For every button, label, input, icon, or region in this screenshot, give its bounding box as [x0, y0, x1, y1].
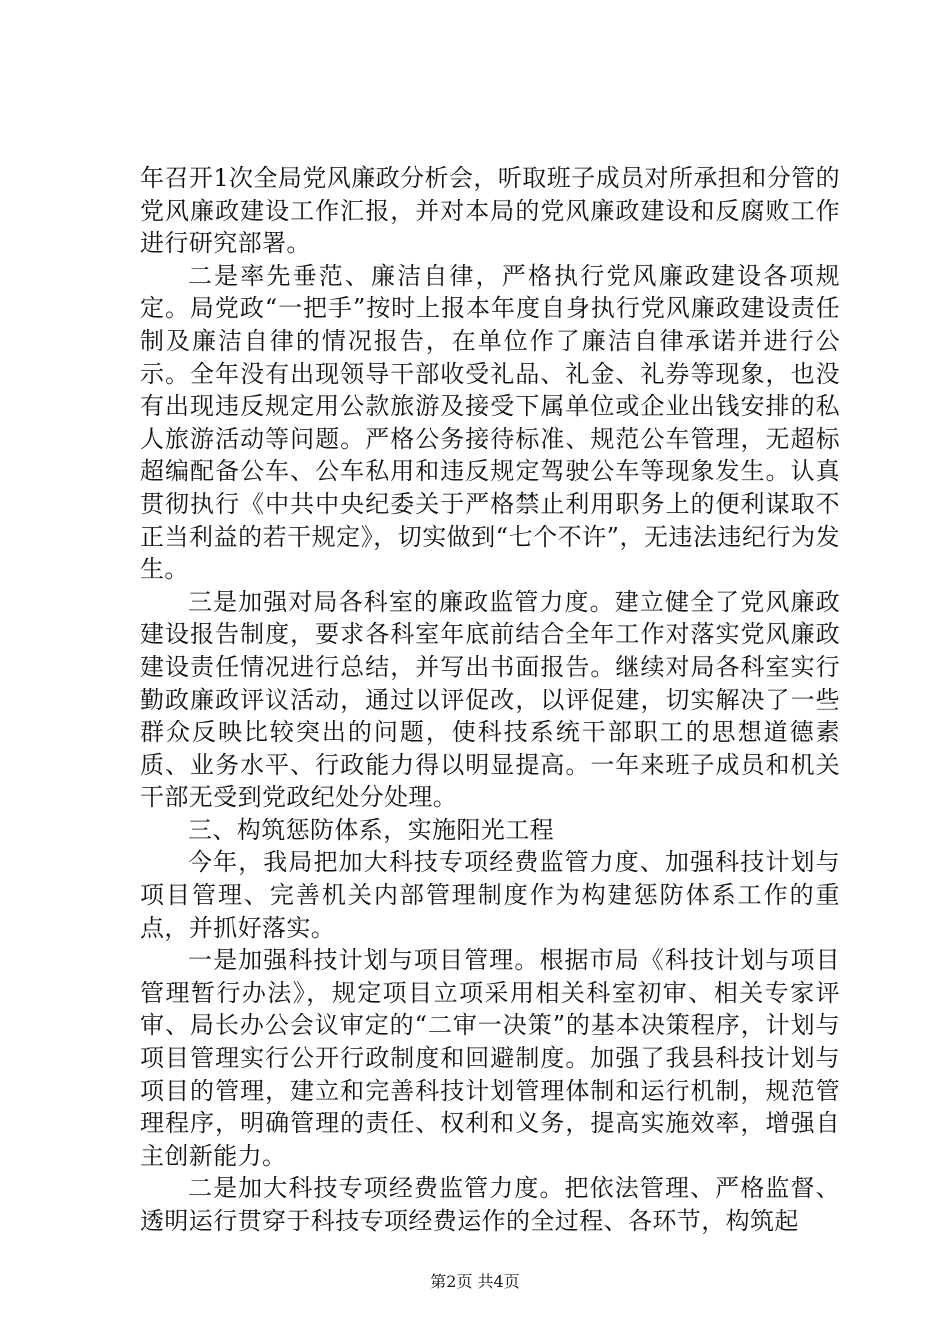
paragraph-self-discipline: 二是率先垂范、廉洁自律，严格执行党风廉政建设各项规定。局党政“一把手”按时上报本年度自身执行党风廉政建设责任制及廉洁自律的情况报告，在单位作了廉洁自律承诺并进行公示。全年没有出现领导干部收受礼品、礼金、礼券等现象，也没有出现违反规定用公款旅游及接受下属单位或企业出钱安排的私人旅游活动等问题。严格公务接待标准、规范公车管理，无超标超编配备公车、公车私用和违反规定驾驶公车等现象发生。认真贯彻执行《中共中央纪委关于严格禁止利用职务上的便利谋取不正当利益的若干规定》，切实做到“七个不许”，无违法违纪行为发生。: [140, 261, 840, 584]
page-number-footer: 第2页 共4页: [430, 1272, 520, 1291]
paragraph-continuation: 年召开1次全局党风廉政分析会，听取班子成员对所承担和分管的党风廉政建设工作汇报，并对本局的党风廉政建设和反腐败工作进行研究部署。: [140, 164, 840, 258]
paragraph-project-management: 一是加强科技计划与项目管理。根据市局《科技计划与项目管理暂行办法》，规定项目立项采用相关科室初审、相关专家评审、局长办公会议审定的“二审一决策”的基本决策程序，计划与项目管理实行公开行政制度和回避制度。加强了我县科技计划与项目的管理，建立和完善科技计划管理体制和运行机制，规范管理程序，明确管理的责任、权利和义务，提高实施效率，增强自主创新能力。: [140, 946, 840, 1170]
paragraph-funding-supervision: 二是加大科技专项经费监管力度。把依法管理、严格监督、透明运行贯穿于科技专项经费运作的全过程、各环节，构筑起: [140, 1174, 840, 1235]
paragraph-supervision: 三是加强对局各科室的廉政监管力度。建立健全了党风廉政建设报告制度，要求各科室年底前结合全年工作对落实党风廉政建设责任情况进行总结，并写出书面报告。继续对局各科室实行勤政廉政评议活动，通过以评促改，以评促建，切实解决了一些群众反映比较突出的问题，使科技系统干部职工的思想道德素质、业务水平、行政能力得以明显提高。一年来班子成员和机关干部无受到党政纪处分处理。: [140, 587, 840, 812]
section-heading: 三、构筑惩防体系，实施阳光工程: [188, 815, 554, 844]
document-body: [140, 162, 840, 1238]
paragraph-intro: 今年，我局把加大科技专项经费监管力度、加强科技计划与项目管理、完善机关内部管理制度作为构建惩防体系工作的重点，并抓好落实。: [140, 848, 840, 942]
